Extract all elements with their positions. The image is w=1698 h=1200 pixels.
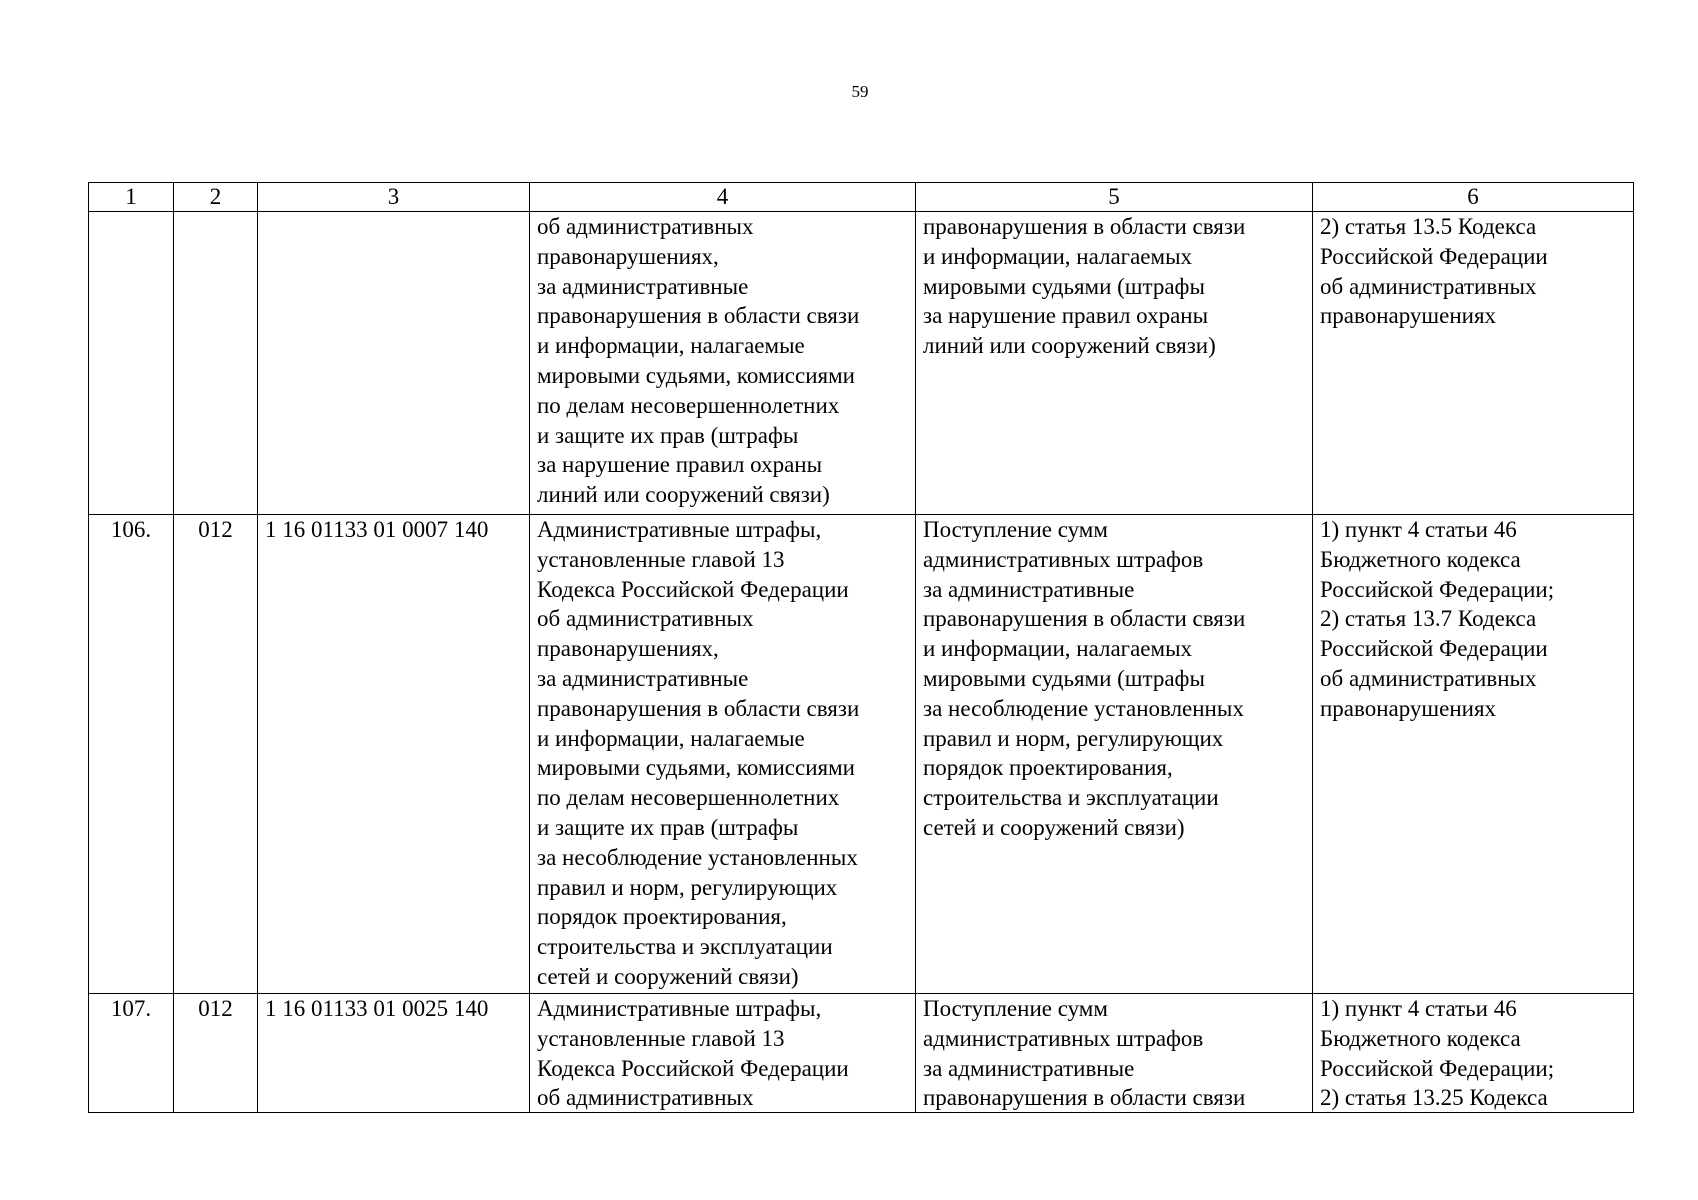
budget-classification-code: 1 16 01133 01 0025 140 bbox=[258, 994, 530, 1113]
text-line: за несоблюдение установленных bbox=[537, 844, 858, 870]
text-line: Бюджетного кодекса bbox=[1320, 1025, 1521, 1051]
chapter-code bbox=[174, 212, 258, 515]
legal-basis bbox=[1313, 994, 1634, 1113]
column-header-1: 1 bbox=[89, 183, 174, 212]
text-line: правонарушениях, bbox=[537, 636, 719, 662]
legal-basis-text bbox=[1320, 515, 1626, 724]
income-description-text bbox=[923, 515, 1305, 843]
text-line: 2) статья 13.7 Кодекса bbox=[1320, 606, 1537, 632]
text-line: административных штрафов bbox=[923, 546, 1204, 572]
chapter-code: 012 bbox=[174, 994, 258, 1113]
legal-basis bbox=[1313, 515, 1634, 994]
text-line: порядок проектирования, bbox=[923, 755, 1173, 781]
text-line: по делам несовершеннолетних bbox=[537, 785, 840, 811]
income-description-text bbox=[923, 212, 1305, 361]
text-line: правонарушениях bbox=[1320, 695, 1497, 721]
legal-basis-text bbox=[1320, 212, 1626, 331]
text-line: Административные штрафы, bbox=[537, 996, 822, 1021]
text-line: и защите их прав (штрафы bbox=[537, 422, 799, 448]
income-description bbox=[916, 212, 1313, 515]
legal-basis-text bbox=[1320, 994, 1626, 1112]
text-line: и информации, налагаемых bbox=[923, 243, 1193, 269]
table-row-106 bbox=[89, 515, 1634, 994]
text-line: линий или сооружений связи) bbox=[923, 333, 1216, 359]
row-number: 107. bbox=[89, 994, 174, 1113]
text-line: Бюджетного кодекса bbox=[1320, 546, 1521, 572]
column-header-6: 6 bbox=[1313, 183, 1634, 212]
text-line: и защите их прав (штрафы bbox=[537, 814, 799, 840]
text-line: правонарушения в области связи bbox=[537, 303, 860, 329]
text-line: установленные главой 13 bbox=[537, 546, 785, 572]
text-line: Российской Федерации bbox=[1320, 636, 1548, 662]
table-header-row bbox=[89, 183, 1634, 212]
text-line: мировыми судьями, комиссиями bbox=[537, 362, 855, 388]
row-number: 106. bbox=[89, 515, 174, 994]
text-line: Поступление сумм bbox=[923, 996, 1108, 1021]
text-line: Поступление сумм bbox=[923, 517, 1108, 542]
text-line: об административных bbox=[537, 606, 754, 632]
text-line: 1) пункт 4 статьи 46 bbox=[1320, 996, 1517, 1021]
text-line: Административные штрафы, bbox=[537, 517, 822, 542]
text-line: Российской Федерации; bbox=[1320, 1055, 1555, 1081]
text-line: об административных bbox=[1320, 665, 1537, 691]
text-line: правонарушения в области связи bbox=[923, 606, 1246, 632]
text-line: за административные bbox=[923, 576, 1135, 602]
text-line: правонарушения в области связи bbox=[537, 695, 860, 721]
budget-code-table bbox=[88, 182, 1634, 1113]
text-line: строительства и эксплуатации bbox=[923, 785, 1219, 811]
text-line: 2) статья 13.5 Кодекса bbox=[1320, 214, 1537, 239]
text-line: правонарушения в области связи bbox=[923, 214, 1246, 239]
text-line: за нарушение правил охраны bbox=[923, 303, 1209, 329]
text-line: за нарушение правил охраны bbox=[537, 452, 823, 478]
text-line: линий или сооружений связи) bbox=[537, 482, 830, 508]
row-number bbox=[89, 212, 174, 515]
text-line: правил и норм, регулирующих bbox=[923, 725, 1224, 751]
table-row-107 bbox=[89, 994, 1634, 1113]
column-header-3: 3 bbox=[258, 183, 530, 212]
text-line: установленные главой 13 bbox=[537, 1025, 785, 1051]
text-line: административных штрафов bbox=[923, 1025, 1204, 1051]
income-type-text bbox=[537, 515, 908, 992]
text-line: за административные bbox=[923, 1055, 1135, 1081]
text-line: об административных bbox=[537, 1085, 754, 1111]
column-header-2: 2 bbox=[174, 183, 258, 212]
income-type-name bbox=[530, 515, 916, 994]
text-line: 2) статья 13.25 Кодекса bbox=[1320, 1085, 1548, 1111]
text-line: и информации, налагаемые bbox=[537, 725, 805, 751]
text-line: строительства и эксплуатации bbox=[537, 934, 833, 960]
text-line: Кодекса Российской Федерации bbox=[537, 576, 849, 602]
budget-classification-code bbox=[258, 212, 530, 515]
budget-classification-code: 1 16 01133 01 0007 140 bbox=[258, 515, 530, 994]
income-description bbox=[916, 515, 1313, 994]
page-number: 59 bbox=[851, 82, 869, 101]
income-type-text bbox=[537, 994, 908, 1112]
text-line: 1) пункт 4 статьи 46 bbox=[1320, 517, 1517, 542]
text-line: об административных bbox=[1320, 273, 1537, 299]
text-line: и информации, налагаемые bbox=[537, 333, 805, 359]
text-line: мировыми судьями (штрафы bbox=[923, 273, 1205, 299]
text-line: за административные bbox=[537, 273, 749, 299]
table-row-continued bbox=[89, 212, 1634, 515]
income-type-name bbox=[530, 212, 916, 515]
legal-basis bbox=[1313, 212, 1634, 515]
income-type-text bbox=[537, 212, 908, 510]
text-line: Российской Федерации bbox=[1320, 243, 1548, 269]
text-line: Российской Федерации; bbox=[1320, 576, 1555, 602]
text-line: порядок проектирования, bbox=[537, 904, 787, 930]
text-line: правонарушениях bbox=[1320, 303, 1497, 329]
text-line: за несоблюдение установленных bbox=[923, 695, 1244, 721]
column-header-5: 5 bbox=[916, 183, 1313, 212]
text-line: правонарушения в области связи bbox=[923, 1085, 1246, 1111]
chapter-code: 012 bbox=[174, 515, 258, 994]
text-line: Кодекса Российской Федерации bbox=[537, 1055, 849, 1081]
text-line: мировыми судьями (штрафы bbox=[923, 665, 1205, 691]
text-line: сетей и сооружений связи) bbox=[923, 814, 1185, 840]
text-line: об административных bbox=[537, 214, 754, 239]
text-line: сетей и сооружений связи) bbox=[537, 963, 799, 989]
text-line: мировыми судьями, комиссиями bbox=[537, 755, 855, 781]
text-line: и информации, налагаемых bbox=[923, 636, 1193, 662]
income-description bbox=[916, 994, 1313, 1113]
text-line: за административные bbox=[537, 665, 749, 691]
text-line: правил и норм, регулирующих bbox=[537, 874, 838, 900]
income-description-text bbox=[923, 994, 1305, 1112]
column-header-4: 4 bbox=[530, 183, 916, 212]
income-type-name bbox=[530, 994, 916, 1113]
text-line: по делам несовершеннолетних bbox=[537, 392, 840, 418]
text-line: правонарушениях, bbox=[537, 243, 719, 269]
